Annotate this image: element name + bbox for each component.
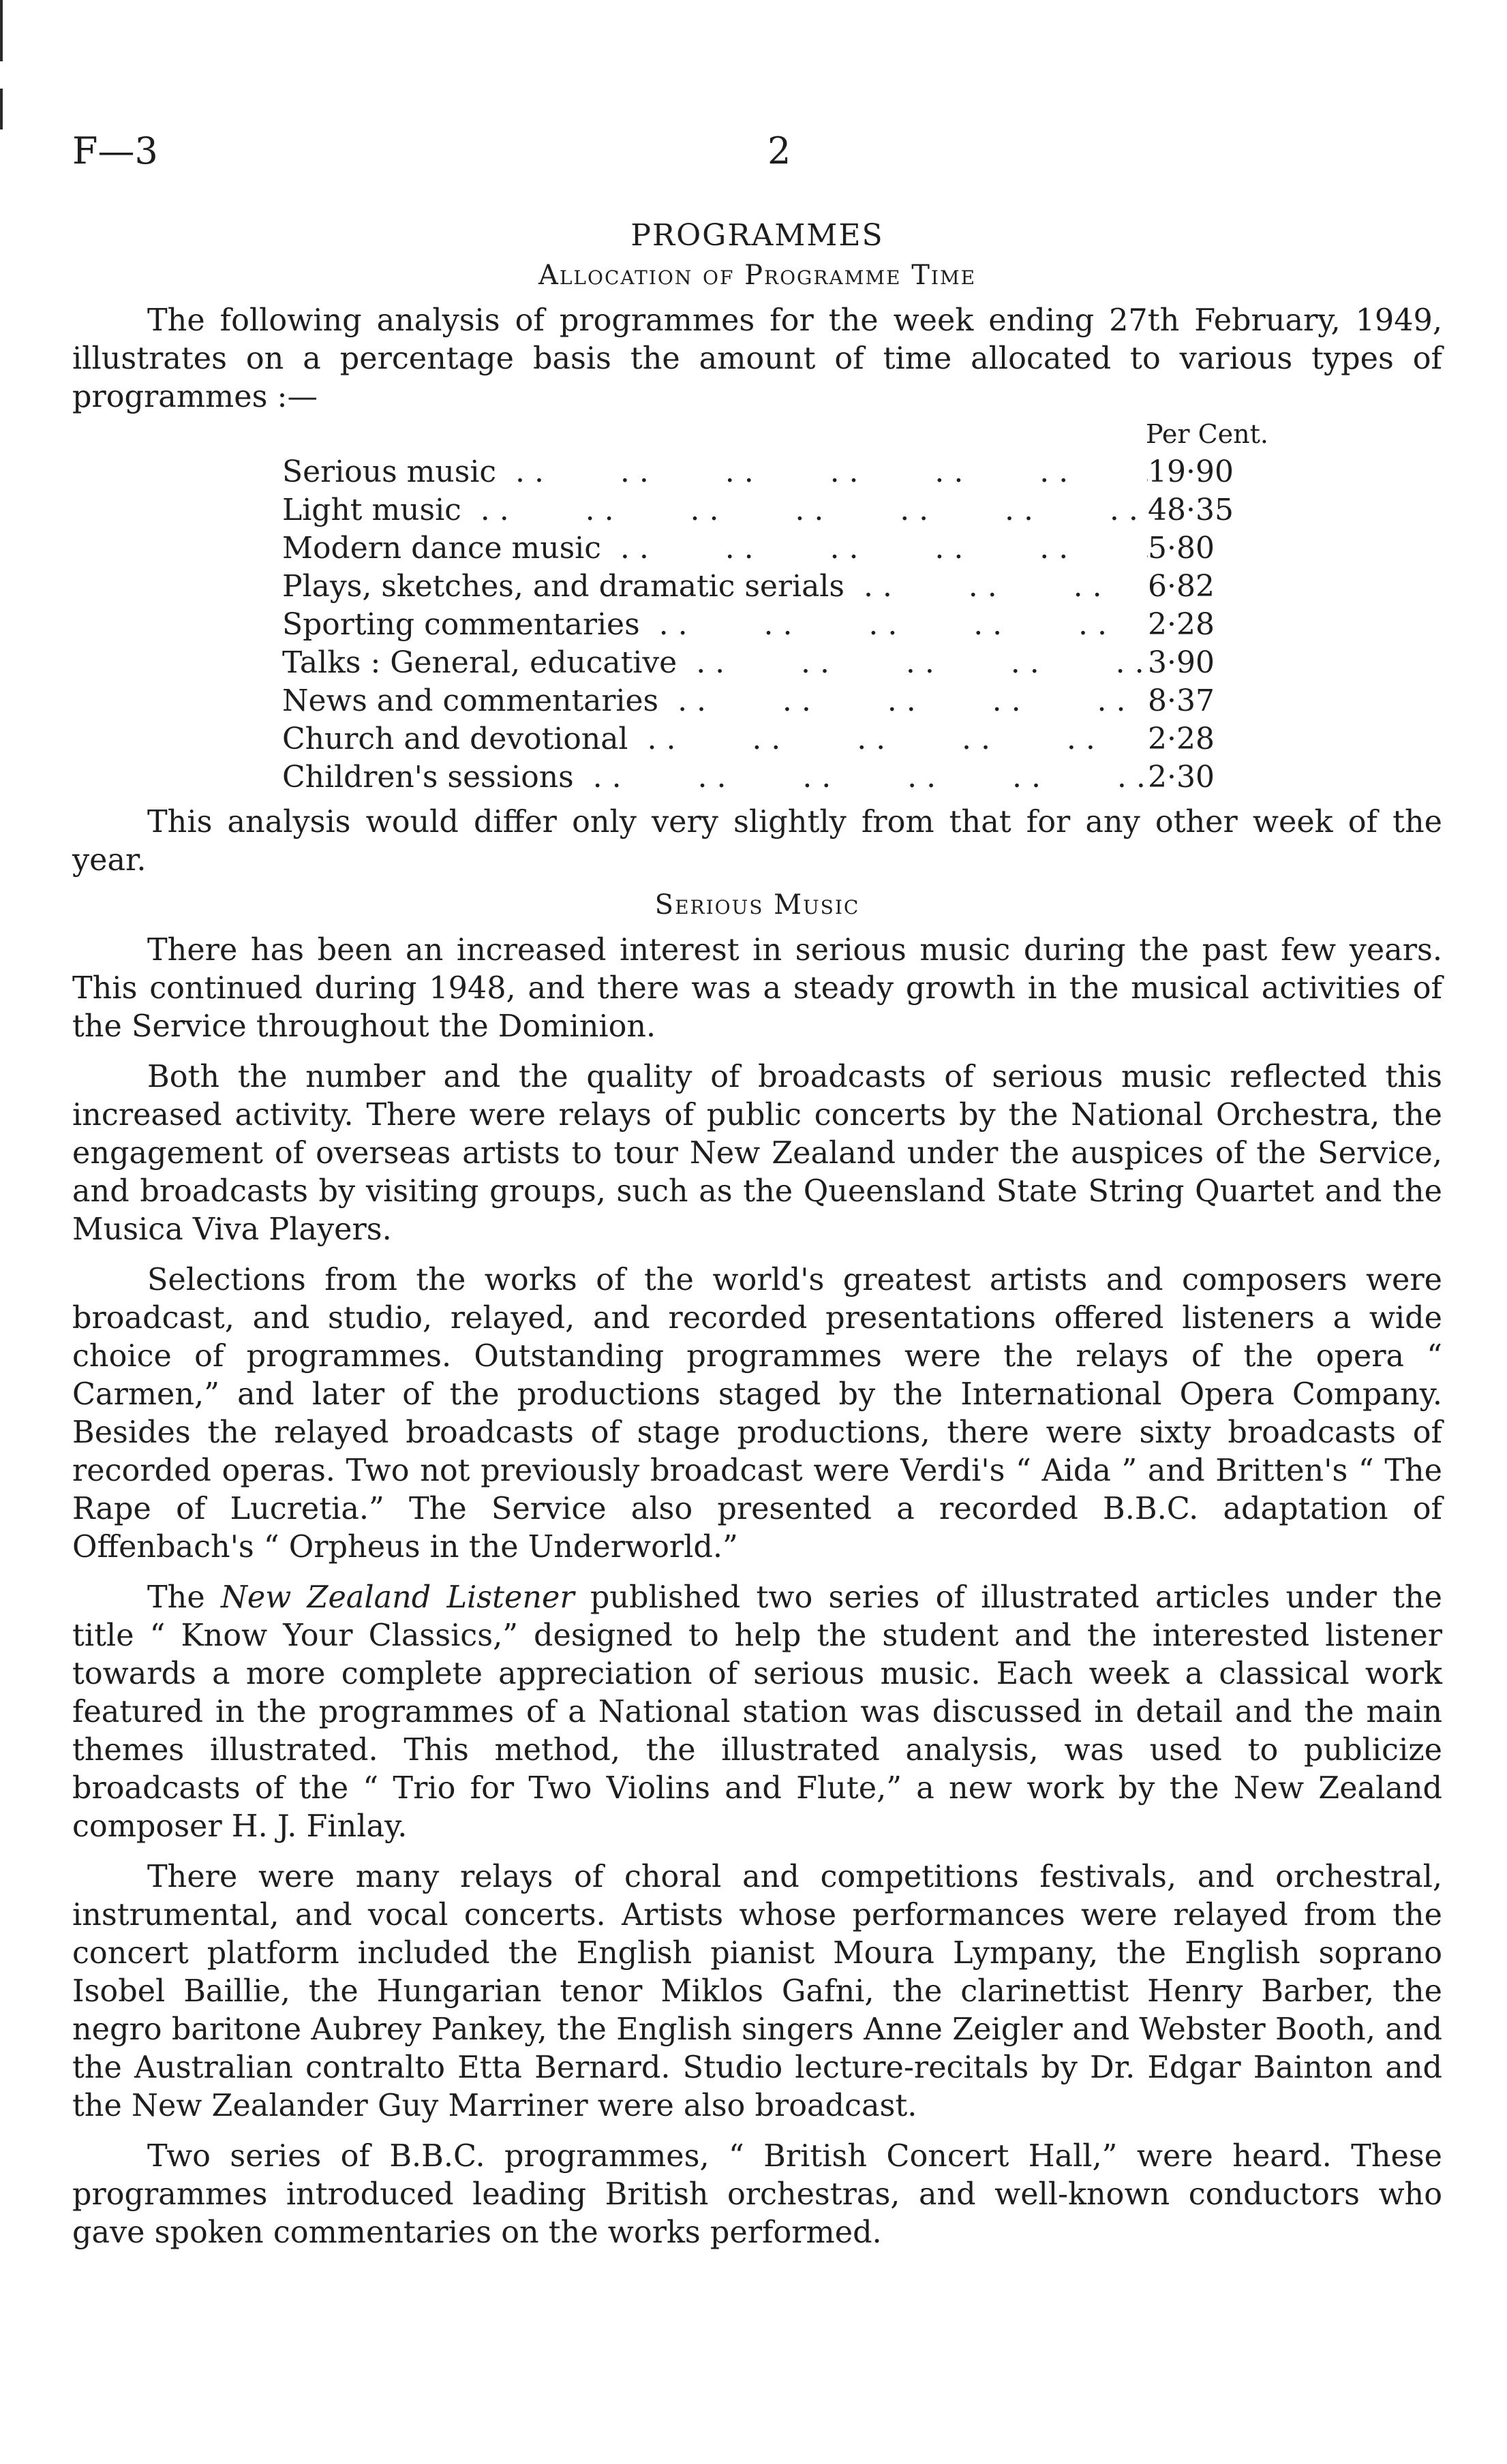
allocation-row bbox=[282, 758, 1298, 797]
allocation-value: 3·90 bbox=[1148, 645, 1215, 680]
page-edge-mark bbox=[0, 89, 3, 129]
page-header bbox=[72, 129, 1442, 191]
allocation-label: Light music . . bbox=[282, 491, 1148, 529]
body-paragraph: Two series of B.B.C. programmes, “ British Concert Hall,” were heard. These programmes introduced leading British orchestras, and well-known conductors who gave spoken commentaries on the works performed. bbox=[72, 2139, 1442, 2250]
percent-column-header: Per Cent. bbox=[1146, 419, 1268, 449]
listener-pre: The bbox=[147, 1580, 221, 1615]
allocation-row bbox=[282, 529, 1298, 568]
allocation-label: Modern dance music . . bbox=[282, 529, 1148, 568]
allocation-row bbox=[282, 644, 1298, 682]
allocation-label: Sporting commentaries . . bbox=[282, 606, 1148, 644]
allocation-value: 2·28 bbox=[1148, 722, 1215, 756]
allocation-label: Serious music . . bbox=[282, 453, 1148, 491]
body-paragraph: Selections from the works of the world's greatest artists and composers were broadcast, and studio, relayed, and recorded presentations offered listeners a wide choice of programmes. Outstanding programmes were the relays of the opera “ Carmen,” and later of the productions staged by the International Opera Company. Besides the relayed broadcasts of stage productions, there were sixty broadcasts of recorded operas. Two not previously broadcast were Verdi's “ Aida ” and Britten's “ The Rape of Lucretia.” The Service also presented a recorded B.B.C. adaptation of Offenbach's “ Orpheus in the Underworld.” bbox=[72, 1263, 1442, 1565]
allocation-label: Church and devotional . . bbox=[282, 720, 1148, 758]
allocation-row bbox=[282, 568, 1298, 606]
section-heading-serious-music: Serious Music bbox=[654, 889, 860, 921]
allocation-row bbox=[282, 720, 1298, 758]
document-page bbox=[72, 129, 1442, 2252]
allocation-row bbox=[282, 682, 1298, 720]
page-number: 2 bbox=[767, 129, 791, 172]
allocation-value: 2·30 bbox=[1148, 760, 1215, 795]
page-edge-mark bbox=[0, 0, 3, 61]
allocation-row bbox=[282, 491, 1298, 529]
intro-paragraph: The following analysis of programmes for the week ending 27th February, 1949, illustrates on a percentage basis the amount of time allocated to various types of programmes :— bbox=[72, 303, 1442, 414]
body-paragraph: There were many relays of choral and competitions festivals, and orchestral, instrumental, and vocal concerts. Artists whose performances were relayed from the concert platform included the English pianist Moura Lympany, the English soprano Isobel Baillie, the Hungarian tenor Miklos Gafni, the clarinettist Henry Barber, the negro baritone Aubrey Pankey, the English singers Anne Zeigler and Webster Booth, and the Australian contralto Etta Bernard. Studio lecture-recitals by Dr. Edgar Bainton and the New Zealander Guy Marriner were also broadcast. bbox=[72, 1860, 1442, 2123]
document-reference: F—3 bbox=[72, 129, 158, 172]
allocation-label: Talks : General, educative . . bbox=[282, 644, 1148, 682]
allocation-value: 19·90 bbox=[1148, 455, 1234, 489]
allocation-label: Plays, sketches, and dramatic serials . . bbox=[282, 568, 1148, 606]
listener-post: published two series of illustrated articles under the title “ Know Your Classics,” designed to help the student and the interested listener towards a more complete appreciation of serious music. Each week a classical work featured in the programmes of a National station was discussed in detail and the main themes illustrated. This method, the illustrated analysis, was used to publicize broadcasts of the “ Trio for Two Violins and Flute,” a new work by the New Zealand composer H. J. Finlay. bbox=[72, 1580, 1443, 1844]
section-title: PROGRAMMES bbox=[630, 218, 884, 253]
body-paragraph: There has been an increased interest in serious music during the past few years. This continued during 1948, and there was a steady growth in the musical activities of the Service throughout the Dominion. bbox=[72, 933, 1442, 1044]
allocation-value: 2·28 bbox=[1148, 607, 1215, 642]
section-subtitle: Allocation of Programme Time bbox=[538, 260, 977, 291]
allocation-value: 5·80 bbox=[1148, 531, 1215, 566]
allocation-value: 48·35 bbox=[1148, 493, 1234, 527]
allocation-label: News and commentaries . . bbox=[282, 682, 1148, 720]
body-paragraph-listener bbox=[72, 1579, 1442, 1846]
allocation-table bbox=[282, 453, 1298, 797]
allocation-value: 6·82 bbox=[1148, 569, 1215, 604]
body-paragraph: Both the number and the quality of broadcasts of serious music reflected this increased activity. There were relays of public concerts by the National Orchestra, the engagement of overseas artists to tour New Zealand under the auspices of the Service, and broadcasts by visiting groups, such as the Queensland State String Quartet and the Musica Viva Players. bbox=[72, 1060, 1442, 1247]
publication-title: New Zealand Listener bbox=[220, 1580, 575, 1615]
analysis-note: This analysis would differ only very slightly from that for any other week of the year. bbox=[72, 805, 1442, 878]
allocation-value: 8·37 bbox=[1148, 683, 1215, 718]
allocation-row bbox=[282, 606, 1298, 644]
allocation-row bbox=[282, 453, 1298, 491]
allocation-label: Children's sessions . . bbox=[282, 758, 1148, 797]
